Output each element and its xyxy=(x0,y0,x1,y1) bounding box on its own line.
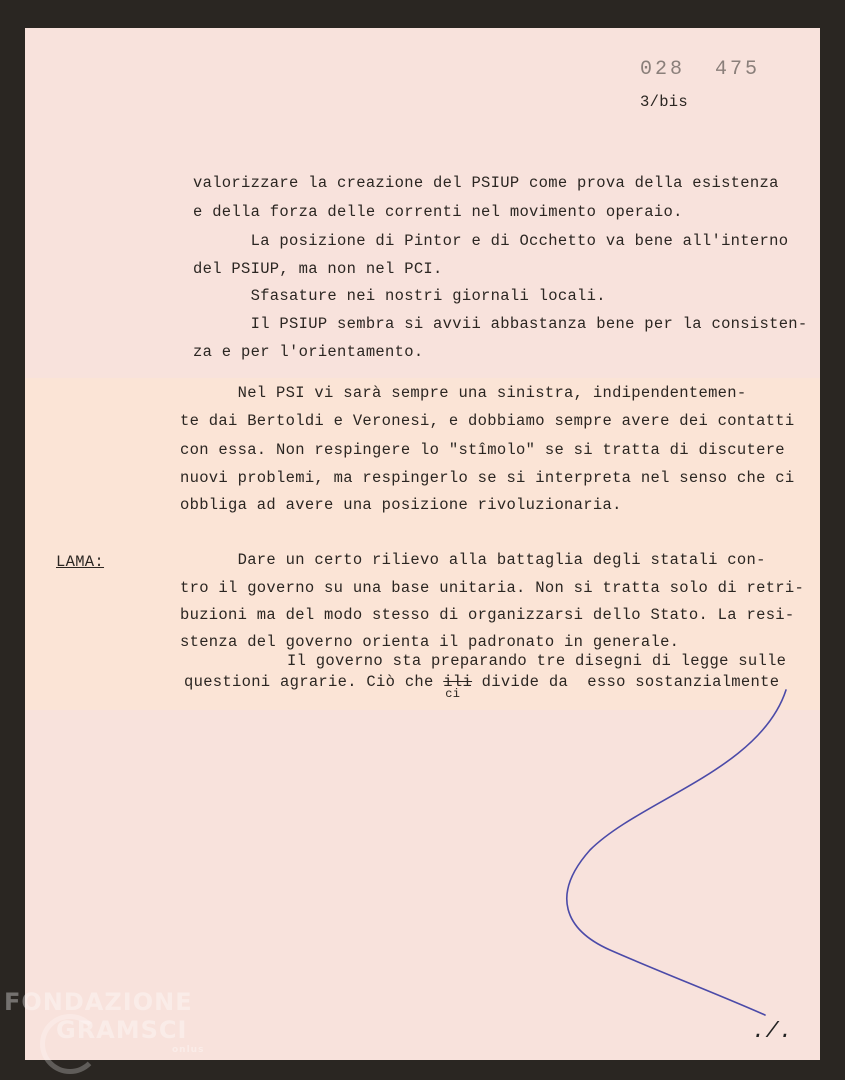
watermark-logo xyxy=(4,990,204,1055)
lama-line: Dare un certo rilievo alla battaglia degli statali con- xyxy=(180,551,766,569)
body-line: e della forza delle correnti nel movimento operaio. xyxy=(193,203,683,221)
watermark-line1: FONDAZIONE xyxy=(4,988,193,1016)
struck-word: ili xyxy=(443,673,473,691)
body-line: Il PSIUP sembra si avvii abbastanza bene per la consisten- xyxy=(193,315,808,333)
lama-line: stenza del governo orienta il padronato in generale. xyxy=(180,633,680,651)
lama-line: buzioni ma del modo stesso di organizzarsi dello Stato. La resi- xyxy=(180,606,795,624)
extra-line-end: divide da esso sostanzialmente xyxy=(472,673,780,691)
extra-line: Il governo sta preparando tre disegni di legge sulle xyxy=(287,652,787,670)
extra-line-start: questioni agrarie. Ciò che xyxy=(184,673,444,691)
speaker-label: LAMA: xyxy=(56,553,105,571)
page-number: 3/bis xyxy=(640,93,689,111)
pasted-line: te dai Bertoldi e Veronesi, e dobbiamo sempre avere dei contatti xyxy=(180,412,795,430)
continuation-mark: ./. xyxy=(752,1019,793,1044)
body-line: Sfasature nei nostri giornali locali. xyxy=(193,287,606,305)
archive-stamp-number: 028 475 xyxy=(640,58,761,81)
body-line: za e per l'orientamento. xyxy=(193,343,424,361)
watermark-line3: onlus xyxy=(172,1045,205,1055)
body-line: valorizzare la creazione del PSIUP come prova della esistenza xyxy=(193,174,779,192)
correction-word: ci xyxy=(445,687,461,701)
pasted-line: con essa. Non respingere lo "stîmolo" se si tratta di discutere xyxy=(180,441,785,459)
body-line: La posizione di Pintor e di Occhetto va bene all'interno xyxy=(193,232,789,250)
pasted-line: nuovi problemi, ma respingerlo se si interpreta nel senso che ci xyxy=(180,469,795,487)
watermark-line2: GRAMSCI xyxy=(56,1016,188,1044)
pasted-line: obbliga ad avere una posizione rivoluzionaria. xyxy=(180,496,622,514)
body-line: del PSIUP, ma non nel PCI. xyxy=(193,260,443,278)
pasted-line: Nel PSI vi sarà sempre una sinistra, indipendentemen- xyxy=(180,384,747,402)
lama-line: tro il governo su una base unitaria. Non si tratta solo di retri- xyxy=(180,579,805,597)
